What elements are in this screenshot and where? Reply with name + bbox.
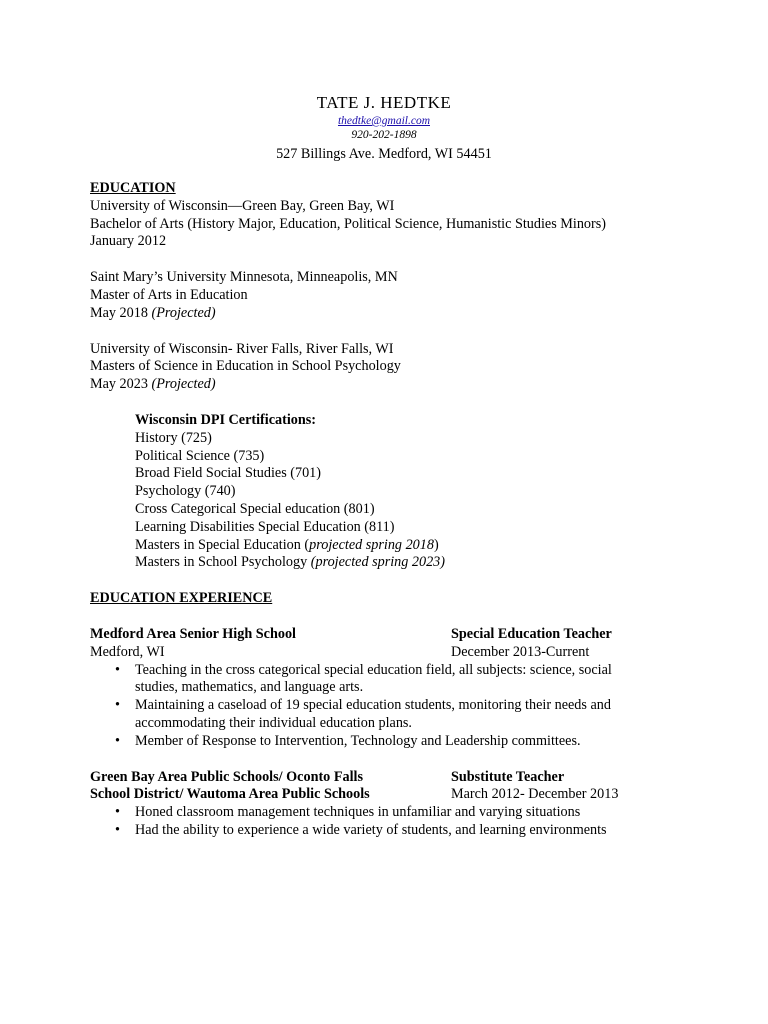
certification-item: Cross Categorical Special education (801) (135, 500, 375, 517)
graduation-date: May 2018 (90, 304, 148, 321)
bullet-icon: • (115, 821, 120, 838)
job-header-row (90, 626, 690, 644)
cert-text-close: ) (433, 536, 439, 553)
graduation-date-line (90, 305, 690, 323)
school-name: Saint Mary’s University Minnesota, Minneapolis, MN (90, 269, 398, 286)
certification-item-masters-school-psych (135, 554, 690, 572)
email-link[interactable]: thedtke@gmail.com (337, 115, 430, 127)
job-dates: December 2013-Current (451, 643, 590, 660)
job-duties-list (90, 662, 690, 751)
bullet-icon: • (115, 804, 120, 821)
job-location: Medford, WI (90, 643, 165, 660)
job-position: Substitute Teacher (451, 768, 565, 785)
list-item (90, 822, 650, 840)
duty-text: Maintaining a caseload of 19 special education students, monitoring their needs and accommodating their individual education plans. (135, 697, 611, 731)
employer-name-continued: School District/ Wautoma Area Public Schools (90, 786, 370, 803)
graduation-date: May 2023 (90, 376, 148, 393)
resume-body (90, 180, 690, 840)
job-subheader-row (90, 786, 690, 804)
graduation-date: January 2012 (90, 233, 167, 250)
school-name: University of Wisconsin—Green Bay, Green Bay, WI (90, 197, 395, 214)
school-name: University of Wisconsin- River Falls, River Falls, WI (90, 340, 394, 357)
resume-header (0, 92, 768, 163)
job-header-row (90, 769, 690, 787)
education-entry-saint-marys (90, 269, 690, 322)
job-duties-list (90, 804, 690, 840)
duty-text: Teaching in the cross categorical special education field, all subjects: science, social studies, mathematics, and language arts. (135, 661, 612, 696)
job-entry-substitute (90, 769, 690, 840)
certification-item: Broad Field Social Studies (701) (135, 465, 321, 482)
bullet-icon: • (115, 661, 120, 678)
duty-text: Honed classroom management techniques in unfamiliar and varying situations (135, 804, 581, 821)
list-item (90, 697, 650, 733)
employer-name: Medford Area Senior High School (90, 625, 296, 642)
projected-note: (projected spring 2023) (310, 554, 445, 571)
duty-text: Member of Response to Intervention, Technology and Leadership committees. (135, 732, 581, 749)
certification-item: Political Science (735) (135, 447, 265, 464)
cert-text: Masters in Special Education ( (135, 536, 310, 553)
projected-note: (Projected) (151, 376, 216, 393)
job-position: Special Education Teacher (451, 625, 612, 642)
graduation-date-line (90, 376, 690, 394)
degree-name: Masters of Science in Education in School Psychology (90, 358, 401, 375)
certification-item: History (725) (135, 429, 212, 446)
degree-name: Master of Arts in Education (90, 286, 248, 303)
degree-name: Bachelor of Arts (History Major, Education, Political Science, Humanistic Studies Minors) (90, 215, 606, 232)
certifications-block (135, 412, 690, 572)
education-heading: EDUCATION (90, 180, 176, 196)
certification-item-masters-special-ed (135, 537, 690, 555)
list-item (90, 733, 650, 751)
duty-text: Had the ability to experience a wide variety of students, and learning environments (135, 821, 607, 838)
certification-item: Psychology (740) (135, 483, 236, 500)
education-entry-uwrf (90, 341, 690, 394)
mailing-address: 527 Billings Ave. Medford, WI 54451 (276, 146, 492, 162)
cert-text: Masters in School Psychology (135, 554, 311, 571)
job-entry-medford (90, 626, 690, 751)
certifications-heading: Wisconsin DPI Certifications: (135, 411, 317, 428)
phone-number: 920-202-1898 (351, 129, 417, 141)
list-item (90, 804, 650, 822)
projected-note: (Projected) (151, 304, 216, 321)
bullet-icon: • (115, 732, 120, 749)
job-subheader-row (90, 644, 690, 662)
experience-heading: EDUCATION EXPERIENCE (90, 590, 273, 607)
bullet-icon: • (115, 697, 120, 714)
applicant-name: TATE J. HEDTKE (316, 93, 452, 112)
list-item (90, 662, 650, 698)
employer-name: Green Bay Area Public Schools/ Oconto Falls (90, 768, 363, 785)
education-entry-uwgb (90, 198, 690, 251)
job-dates: March 2012- December 2013 (451, 786, 619, 803)
certification-item: Learning Disabilities Special Education (811) (135, 518, 395, 535)
projected-note: projected spring 2018 (309, 536, 434, 553)
